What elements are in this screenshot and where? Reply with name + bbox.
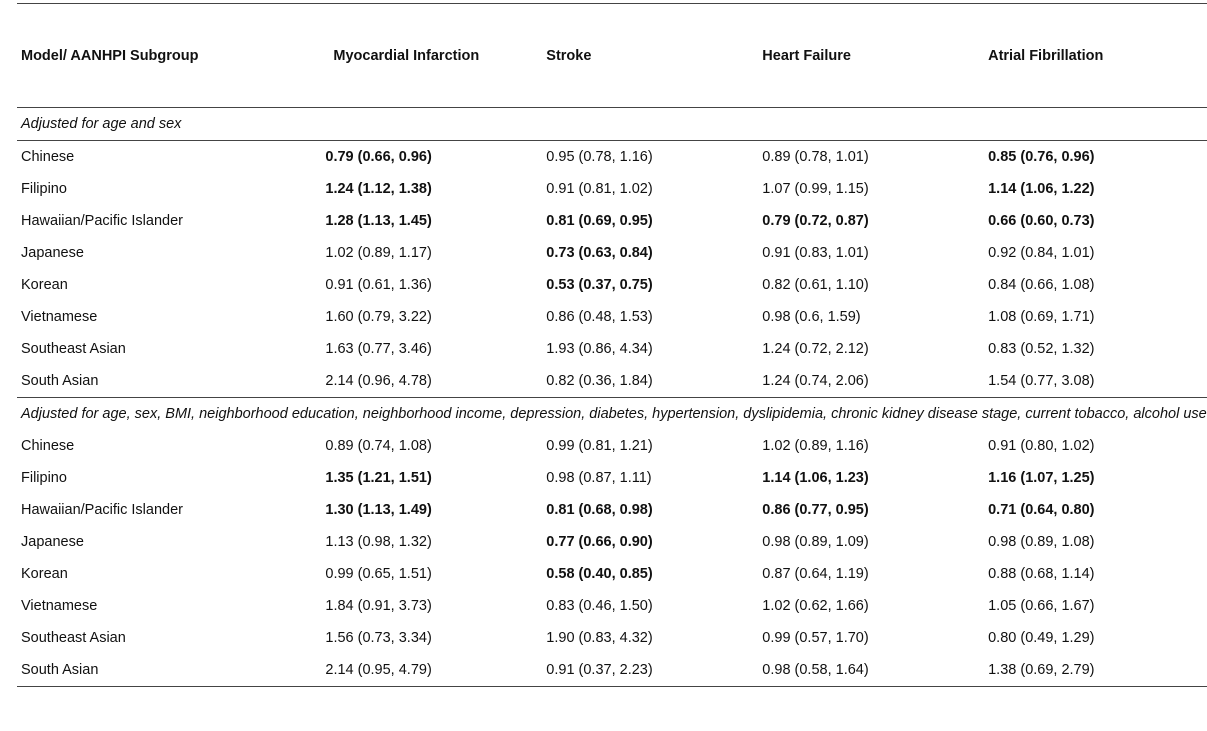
atrial-fibrillation-cell: 1.14 (1.06, 1.22)	[988, 181, 1095, 197]
myocardial-infarction-cell: 1.28 (1.13, 1.45)	[325, 213, 432, 229]
table-row	[17, 590, 1207, 622]
stroke-cell: 0.81 (0.69, 0.95)	[546, 213, 653, 229]
subgroup-cell: Vietnamese	[21, 309, 98, 325]
table-row	[17, 558, 1207, 590]
subgroup-cell: Hawaiian/Pacific Islander	[21, 213, 183, 229]
table-row	[17, 365, 1207, 398]
table-row	[17, 494, 1207, 526]
stroke-cell: 0.95 (0.78, 1.16)	[546, 149, 653, 165]
myocardial-infarction-cell: 1.63 (0.77, 3.46)	[325, 341, 432, 357]
subgroup-cell: Filipino	[21, 181, 67, 197]
table-row	[17, 462, 1207, 494]
atrial-fibrillation-cell: 0.71 (0.64, 0.80)	[988, 502, 1095, 518]
heart-failure-cell: 0.79 (0.72, 0.87)	[762, 213, 869, 229]
heart-failure-cell: 0.86 (0.77, 0.95)	[762, 502, 869, 518]
subgroup-cell: Filipino	[21, 470, 67, 486]
myocardial-infarction-cell: 0.99 (0.65, 1.51)	[325, 566, 432, 582]
heart-failure-cell: 0.98 (0.89, 1.09)	[762, 534, 869, 550]
table-row	[17, 269, 1207, 301]
myocardial-infarction-cell: 1.13 (0.98, 1.32)	[325, 534, 432, 550]
col-header-atrial-fibrillation: Atrial Fibrillation	[984, 4, 1207, 108]
myocardial-infarction-cell: 2.14 (0.96, 4.78)	[325, 373, 432, 389]
table-row	[17, 333, 1207, 365]
table-row	[17, 141, 1207, 174]
subgroup-cell: Hawaiian/Pacific Islander	[21, 502, 183, 518]
stroke-cell: 0.82 (0.36, 1.84)	[546, 373, 653, 389]
heart-failure-cell: 1.24 (0.74, 2.06)	[762, 373, 869, 389]
table-row	[17, 526, 1207, 558]
atrial-fibrillation-cell: 1.38 (0.69, 2.79)	[984, 654, 1207, 687]
subgroup-cell: Chinese	[21, 438, 75, 454]
col-header-subgroup: Model/ AANHPI Subgroup	[17, 4, 321, 108]
col-header-stroke: Stroke	[542, 4, 758, 108]
heart-failure-cell: 0.99 (0.57, 1.70)	[762, 630, 869, 646]
stroke-cell: 0.77 (0.66, 0.90)	[546, 534, 653, 550]
subgroup-cell: Vietnamese	[21, 598, 98, 614]
results-table	[17, 3, 1207, 687]
stroke-cell: 0.98 (0.87, 1.11)	[546, 470, 652, 486]
table-row	[17, 205, 1207, 237]
section-header-row	[17, 398, 1207, 431]
heart-failure-cell: 1.02 (0.62, 1.66)	[762, 598, 869, 614]
section-header-row	[17, 108, 1207, 141]
myocardial-infarction-cell: 1.84 (0.91, 3.73)	[325, 598, 432, 614]
table-row	[17, 173, 1207, 205]
atrial-fibrillation-cell: 0.92 (0.84, 1.01)	[988, 245, 1095, 261]
section-label: Adjusted for age, sex, BMI, neighborhood education, neighborhood income, depression, diabetes, hypertension, dyslipidemia, chronic kidney disease stage, current tobacco, alcohol use	[17, 398, 1207, 431]
atrial-fibrillation-cell: 0.91 (0.80, 1.02)	[988, 438, 1095, 454]
atrial-fibrillation-cell: 1.05 (0.66, 1.67)	[988, 598, 1095, 614]
table-row	[17, 654, 1207, 687]
stroke-cell: 0.99 (0.81, 1.21)	[546, 438, 653, 454]
subgroup-cell: Japanese	[21, 534, 84, 550]
heart-failure-cell: 0.91 (0.83, 1.01)	[762, 245, 869, 261]
table-row	[17, 622, 1207, 654]
atrial-fibrillation-cell: 0.84 (0.66, 1.08)	[988, 277, 1095, 293]
myocardial-infarction-cell: 2.14 (0.95, 4.79)	[321, 654, 542, 687]
table-row	[17, 430, 1207, 462]
myocardial-infarction-cell: 1.30 (1.13, 1.49)	[325, 502, 432, 518]
myocardial-infarction-cell: 0.91 (0.61, 1.36)	[325, 277, 432, 293]
table-row	[17, 301, 1207, 333]
stroke-cell: 1.93 (0.86, 4.34)	[546, 341, 653, 357]
col-header-heart-failure: Heart Failure	[758, 4, 984, 108]
atrial-fibrillation-cell: 1.16 (1.07, 1.25)	[988, 470, 1095, 486]
subgroup-cell: South Asian	[17, 654, 321, 687]
heart-failure-cell: 1.02 (0.89, 1.16)	[762, 438, 869, 454]
heart-failure-cell: 0.87 (0.64, 1.19)	[762, 566, 869, 582]
subgroup-cell: Korean	[21, 566, 68, 582]
atrial-fibrillation-cell: 1.08 (0.69, 1.71)	[988, 309, 1095, 325]
heart-failure-cell: 0.82 (0.61, 1.10)	[762, 277, 869, 293]
stroke-cell: 0.86 (0.48, 1.53)	[546, 309, 653, 325]
heart-failure-cell: 1.07 (0.99, 1.15)	[762, 181, 869, 197]
atrial-fibrillation-cell: 1.54 (0.77, 3.08)	[988, 373, 1095, 389]
stroke-cell: 0.58 (0.40, 0.85)	[546, 566, 653, 582]
myocardial-infarction-cell: 1.02 (0.89, 1.17)	[325, 245, 432, 261]
myocardial-infarction-cell: 0.79 (0.66, 0.96)	[325, 149, 432, 165]
stroke-cell: 0.73 (0.63, 0.84)	[546, 245, 653, 261]
section-label: Adjusted for age and sex	[17, 108, 1207, 141]
stroke-cell: 0.91 (0.81, 1.02)	[546, 181, 653, 197]
subgroup-cell: Korean	[21, 277, 68, 293]
myocardial-infarction-cell: 1.60 (0.79, 3.22)	[325, 309, 432, 325]
atrial-fibrillation-cell: 0.83 (0.52, 1.32)	[988, 341, 1095, 357]
subgroup-cell: Southeast Asian	[21, 630, 126, 646]
subgroup-cell: Japanese	[21, 245, 84, 261]
atrial-fibrillation-cell: 0.80 (0.49, 1.29)	[988, 630, 1095, 646]
stroke-cell: 0.53 (0.37, 0.75)	[546, 277, 653, 293]
heart-failure-cell: 0.98 (0.58, 1.64)	[758, 654, 984, 687]
stroke-cell: 0.81 (0.68, 0.98)	[546, 502, 653, 518]
heart-failure-cell: 1.14 (1.06, 1.23)	[762, 470, 869, 486]
myocardial-infarction-cell: 1.24 (1.12, 1.38)	[325, 181, 432, 197]
heart-failure-cell: 1.24 (0.72, 2.12)	[762, 341, 869, 357]
atrial-fibrillation-cell: 0.66 (0.60, 0.73)	[988, 213, 1095, 229]
atrial-fibrillation-cell: 0.98 (0.89, 1.08)	[988, 534, 1095, 550]
stroke-cell: 0.83 (0.46, 1.50)	[546, 598, 653, 614]
stroke-cell: 1.90 (0.83, 4.32)	[546, 630, 653, 646]
table-header-row	[17, 4, 1207, 108]
heart-failure-cell: 0.89 (0.78, 1.01)	[762, 149, 869, 165]
atrial-fibrillation-cell: 0.85 (0.76, 0.96)	[988, 149, 1095, 165]
atrial-fibrillation-cell: 0.88 (0.68, 1.14)	[988, 566, 1095, 582]
myocardial-infarction-cell: 0.89 (0.74, 1.08)	[325, 438, 432, 454]
col-header-myocardial-infarction: Myocardial Infarction	[321, 4, 542, 108]
subgroup-cell: South Asian	[21, 373, 99, 389]
table-row	[17, 237, 1207, 269]
heart-failure-cell: 0.98 (0.6, 1.59)	[762, 309, 861, 325]
myocardial-infarction-cell: 1.56 (0.73, 3.34)	[325, 630, 432, 646]
subgroup-cell: Southeast Asian	[21, 341, 126, 357]
subgroup-cell: Chinese	[21, 149, 75, 165]
myocardial-infarction-cell: 1.35 (1.21, 1.51)	[325, 470, 432, 486]
stroke-cell: 0.91 (0.37, 2.23)	[542, 654, 758, 687]
